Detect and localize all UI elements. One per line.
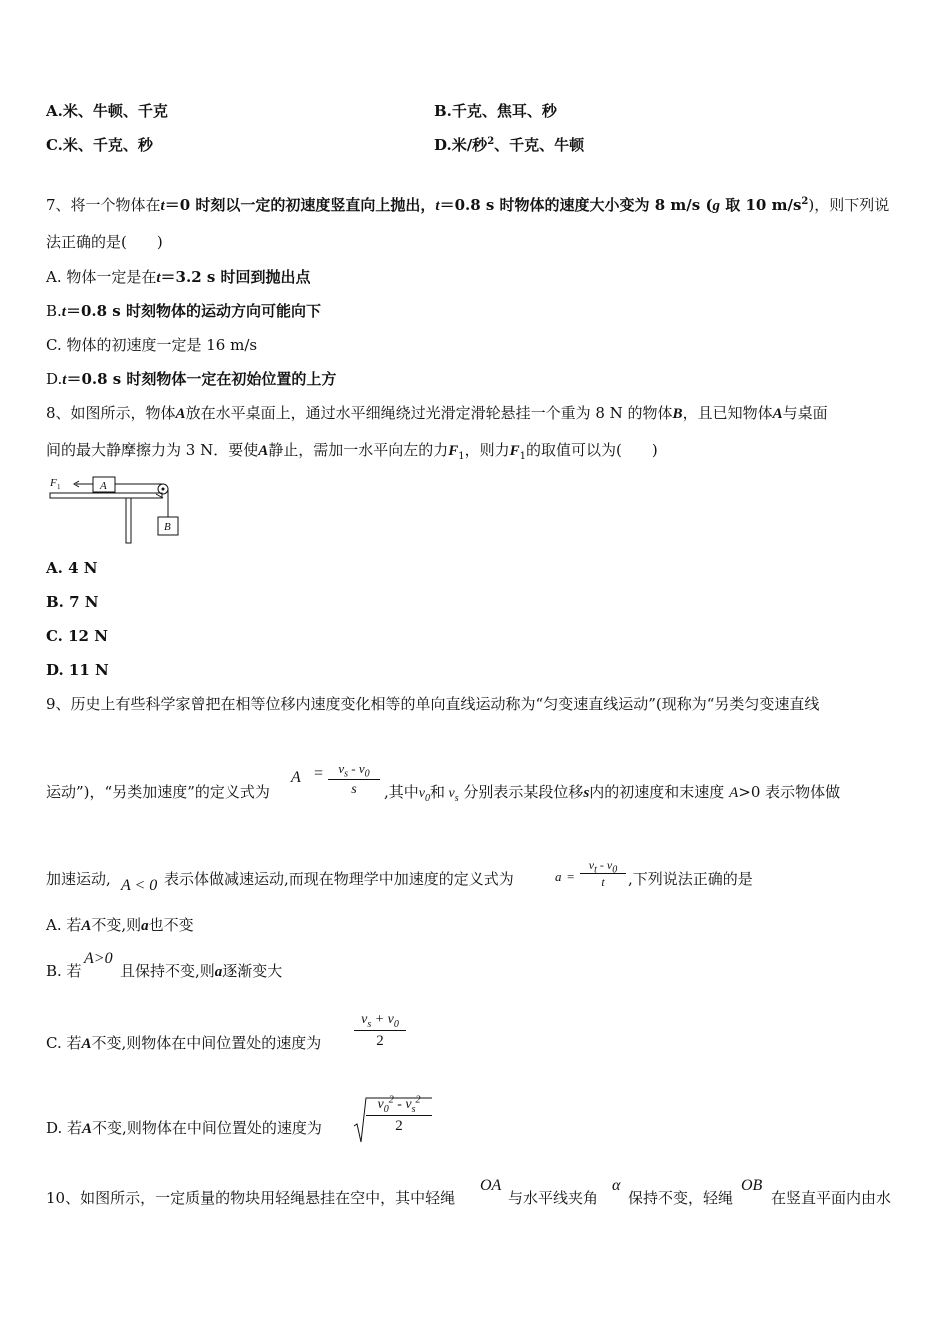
q8-stem-line1: 8、如图所示，物体A放在水平桌面上，通过水平细绳绕过光滑定滑轮悬挂一个重为 8 N 的物体B，且已知物体A与桌面 — [46, 404, 828, 422]
q7-option-d: D.t＝0.8 s 时刻物体一定在初始位置的上方 — [46, 370, 337, 388]
q9-eq1-fraction: $v_s - v_0$ s — [328, 760, 380, 799]
q9-stem-line3-c: ,下列说法正确的是 — [628, 870, 753, 888]
q9-stem-line3-b: 表示体做减速运动,而现在物理学中加速度的定义式为 — [164, 870, 514, 888]
q10-stem-a: 10、如图所示，一定质量的物块用轻绳悬挂在空中，其中轻绳 — [46, 1189, 456, 1207]
q9-eq2-lhs: a — [555, 869, 562, 884]
q8-option-d: D. 11 N — [46, 661, 109, 679]
q7-option-c: C. 物体的初速度一定是 16 m/s — [46, 336, 258, 354]
q8-pulley-figure — [46, 472, 186, 548]
q10-stem-d: 在竖直平面内由水 — [771, 1189, 892, 1207]
q9-option-d: D. 若A不变,则物体在中间位置处的速度为 — [46, 1119, 322, 1137]
q9-stem-line2-a: 运动”)，“另类加速度”的定义式为 — [46, 783, 270, 801]
q9-option-c-fraction: $v_s + v_0$ 2 — [354, 1011, 406, 1050]
q9-option-b-rest: 且保持不变,则a逐渐变大 — [120, 962, 283, 980]
q9-condition-a-lt-0: A < 0 — [121, 877, 158, 894]
table-top — [50, 493, 162, 498]
label-f-sub: 1 — [57, 483, 61, 491]
q7-stem-line1: 7、将一个物体在t＝0 时刻以一定的初速度竖直向上抛出，t＝0.8 s 时物体的速度大小变为 8 m/s (g 取 10 $m/s^2$)，则下列说 — [46, 196, 890, 214]
q9-option-d-fraction: $v_0^2 - v_s^2$ 2 — [366, 1096, 432, 1135]
q6-option-c: C.米、千克、秒 — [46, 136, 153, 154]
q7-option-a: A. 物体一定是在t＝3.2 s 时回到抛出点 — [46, 268, 311, 286]
q9-stem-line1: 9、历史上有些科学家曾把在相等位移内速度变化相等的单向直线运动称为“匀变速直线运动”(现称为“另类匀变速直线 — [46, 695, 820, 713]
q9-eq2-fraction: $v_t - v_0$ t — [580, 858, 626, 889]
q10-stem-b: 与水平线夹角 — [508, 1189, 599, 1207]
q7-option-b: B.t＝0.8 s 时刻物体的运动方向可能向下 — [46, 302, 321, 320]
q6-option-d: D.米/秒$^2$、千克、牛顿 — [434, 136, 585, 154]
q10-oa: OA — [480, 1177, 502, 1194]
q9-stem-line2-b: ,其中$v_0$和 $v_s$ 分别表示某段位移s内的初速度和末速度 A>0 表示物体做 — [384, 783, 841, 804]
label-f: F — [50, 477, 57, 489]
q9-option-a: A. 若A不变,则a也不变 — [46, 916, 194, 934]
q6-option-a: A.米、牛顿、千克 — [46, 102, 168, 120]
q9-stem-line3-a: 加速运动, — [46, 870, 111, 888]
q8-option-a: A. 4 N — [46, 559, 98, 577]
q7-stem-line2: 法正确的是( ) — [46, 233, 163, 251]
q8-option-c: C. 12 N — [46, 627, 108, 645]
q9-option-b-condition: A>0 — [84, 950, 113, 967]
q9-option-b-pre: B. 若 — [46, 962, 82, 980]
label-a: A — [100, 480, 107, 492]
label-b: B — [164, 521, 171, 533]
q9-eq1-lhs: A — [291, 769, 301, 786]
q10-stem-c: 保持不变，轻绳 — [628, 1189, 734, 1207]
q10-alpha: α — [612, 1177, 621, 1194]
table-leg — [126, 498, 131, 543]
q10-ob: OB — [741, 1177, 763, 1194]
q8-stem-line2: 间的最大静摩擦力为 3 N．要使A静止，需加一水平向左的力$F_1$，则力$F_1$的取值可以为( ) — [46, 441, 658, 462]
q9-eq2-eq: = — [567, 869, 575, 884]
q9-eq1-eq: = — [314, 765, 324, 782]
q9-option-c: C. 若A不变,则物体在中间位置处的速度为 — [46, 1034, 322, 1052]
q6-option-b: B.千克、焦耳、秒 — [434, 102, 557, 120]
q8-option-b: B. 7 N — [46, 593, 99, 611]
